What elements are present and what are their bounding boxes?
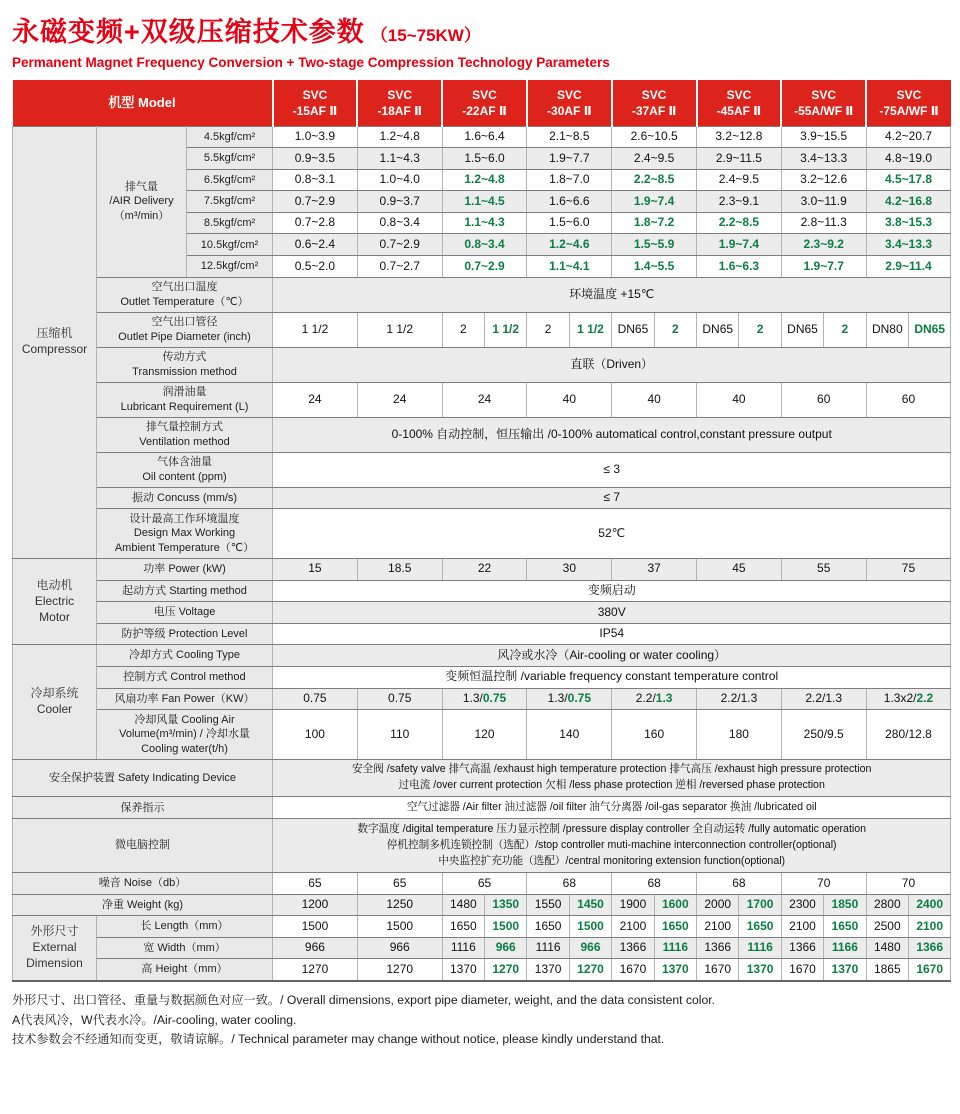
merged-value-cell: ≤ 3 (273, 452, 951, 487)
row-label: 高 Height（mm） (97, 959, 273, 981)
row-label: 冷却方式 Cooling Type (97, 645, 273, 667)
section-group-label: 外形尺寸 External Dimension (13, 916, 97, 981)
data-cell: 2.3~9.1 (697, 191, 782, 213)
data-cell-aircooled: 1670 (697, 959, 739, 981)
data-cell: 2.1~8.5 (527, 126, 612, 148)
merged-value-cell: 环境温度 +15℃ (273, 277, 951, 312)
parameters-table (12, 80, 951, 982)
row-label: 控制方式 Control method (97, 666, 273, 688)
data-cell-aircooled: 1370 (527, 959, 569, 981)
data-cell-aircooled: 2500 (866, 916, 908, 938)
data-cell: 1.1~4.1 (527, 256, 612, 278)
merged-value-cell: 380V (273, 602, 951, 624)
data-cell: 280/12.8 (866, 710, 951, 760)
merged-value-cell: 变频恒温控制 /variable frequency constant temperature control (273, 666, 951, 688)
table-row-height (13, 959, 951, 981)
data-cell: 40 (612, 382, 697, 417)
pressure-sublabel: 4.5kgf/cm² (187, 126, 273, 148)
data-cell: 1.5~5.9 (612, 234, 697, 256)
data-cell-watercooled: 1366 (908, 937, 950, 959)
model-header: SVC -22AF Ⅱ (442, 80, 527, 126)
data-cell-aircooled: 1480 (866, 937, 908, 959)
footnotes (12, 991, 950, 1050)
pressure-sublabel: 10.5kgf/cm² (187, 234, 273, 256)
data-cell-watercooled: 1500 (569, 916, 611, 938)
data-cell-watercooled: 1650 (654, 916, 696, 938)
data-cell: 4.2~16.8 (866, 191, 951, 213)
table-row-design-max-ambient-temperature (13, 509, 951, 559)
data-cell: 1.6~6.3 (697, 256, 782, 278)
data-cell: 0.5~2.0 (273, 256, 358, 278)
data-cell: 1.1~4.3 (357, 148, 442, 170)
data-cell: 3.2~12.8 (697, 126, 782, 148)
data-cell: 55 (781, 558, 866, 580)
data-cell: 68 (527, 873, 612, 895)
data-cell: 0.8~3.1 (273, 169, 358, 191)
data-cell-aircooled: 1670 (612, 959, 654, 981)
data-cell-watercooled: 1370 (654, 959, 696, 981)
data-cell-aircooled: 1900 (612, 894, 654, 916)
merged-value-cell: 0-100% 自动控制，恒压输出 /0-100% automatical control,constant pressure output (273, 417, 951, 452)
data-cell: 75 (866, 558, 951, 580)
row-label: 气体含油量 Oil content (ppm) (97, 452, 273, 487)
table-row-lubricant-requirement (13, 382, 951, 417)
model-header: SVC -75A/WF Ⅱ (866, 80, 951, 126)
data-cell: 2.4~9.5 (612, 148, 697, 170)
row-label: 净重 Weight (kg) (13, 894, 273, 916)
data-cell: 966 (357, 937, 442, 959)
footnote-color-legend: 外形尺寸、出口管径、重量与数据颜色对应一致。/ Overall dimensions, export pipe diameter, weight, and the data consistent color. (12, 993, 716, 1007)
header-row (13, 80, 951, 126)
data-cell: 1.0~3.9 (273, 126, 358, 148)
table-row-oil-content (13, 452, 951, 487)
data-cell-watercooled: 1116 (739, 937, 781, 959)
data-cell: 120 (442, 710, 527, 760)
data-cell-watercooled: 1270 (485, 959, 527, 981)
data-cell-mixed: 1.3/0.75 (442, 688, 527, 710)
data-cell: 1.6~6.6 (527, 191, 612, 213)
data-cell-aircooled: DN65 (612, 312, 654, 347)
data-cell-aircooled: DN65 (781, 312, 823, 347)
data-cell-watercooled: 1166 (824, 937, 866, 959)
data-cell: 24 (273, 382, 358, 417)
data-cell-mixed: 1.3x2/2.2 (866, 688, 951, 710)
data-cell: 2.2/1.3 (697, 688, 782, 710)
data-cell: 100 (273, 710, 358, 760)
data-cell-aircooled: 1865 (866, 959, 908, 981)
model-header: SVC -15AF Ⅱ (273, 80, 358, 126)
data-cell: 18.5 (357, 558, 442, 580)
data-cell: 15 (273, 558, 358, 580)
data-cell-mixed: 2.2/1.3 (612, 688, 697, 710)
model-header: SVC -55A/WF Ⅱ (781, 80, 866, 126)
data-cell: 1 1/2 (357, 312, 442, 347)
table-row-width (13, 937, 951, 959)
model-header: SVC -18AF Ⅱ (357, 80, 442, 126)
data-cell: 0.8~3.4 (357, 212, 442, 234)
data-cell: 68 (612, 873, 697, 895)
data-cell: 0.75 (357, 688, 442, 710)
row-label: 排气量 /AIR Delivery （m³/min） (97, 126, 187, 277)
data-cell-aircooled: DN65 (697, 312, 739, 347)
data-cell: 1.9~7.7 (527, 148, 612, 170)
data-cell: 110 (357, 710, 442, 760)
data-cell: 1.8~7.0 (527, 169, 612, 191)
data-cell: 1 1/2 (273, 312, 358, 347)
model-header: SVC -37AF Ⅱ (612, 80, 697, 126)
table-row-safety-indicating-device (13, 759, 951, 797)
data-cell: 4.8~19.0 (866, 148, 951, 170)
data-cell: 0.7~2.9 (273, 191, 358, 213)
row-label: 设计最高工作环境温度 Design Max Working Ambient Temperature（℃） (97, 509, 273, 559)
data-cell-watercooled: 1270 (569, 959, 611, 981)
data-cell: 0.7~2.9 (442, 256, 527, 278)
data-cell: 1.8~7.2 (612, 212, 697, 234)
row-label: 保养指示 (13, 797, 273, 819)
data-cell: 1.2~4.8 (357, 126, 442, 148)
data-cell: 60 (781, 382, 866, 417)
data-cell-mixed: 1.3/0.75 (527, 688, 612, 710)
table-row-concuss (13, 487, 951, 509)
data-cell-watercooled: 2 (824, 312, 866, 347)
row-label: 电压 Voltage (97, 602, 273, 624)
pressure-sublabel: 6.5kgf/cm² (187, 169, 273, 191)
model-column-header: 机型 Model (13, 80, 273, 126)
data-cell-aircooled: 1650 (527, 916, 569, 938)
row-label: 润滑油量 Lubricant Requirement (L) (97, 382, 273, 417)
data-cell-aircooled: 1550 (527, 894, 569, 916)
merged-value-cell: ≤ 7 (273, 487, 951, 509)
data-cell-aircooled: 1480 (442, 894, 484, 916)
data-cell: 250/9.5 (781, 710, 866, 760)
data-cell: 0.7~2.9 (357, 234, 442, 256)
table-row-air-delivery-4.5 (13, 126, 951, 148)
data-cell: 966 (273, 937, 358, 959)
data-cell: 2.9~11.5 (697, 148, 782, 170)
data-cell: 3.4~13.3 (781, 148, 866, 170)
data-cell: 140 (527, 710, 612, 760)
data-cell-aircooled: 2800 (866, 894, 908, 916)
data-cell-watercooled: 1370 (824, 959, 866, 981)
data-cell: 2.8~11.3 (781, 212, 866, 234)
footnote-cooling-legend: A代表风冷，W代表水冷。/Air-cooling, water cooling. (12, 1012, 297, 1027)
model-header: SVC -45AF Ⅱ (697, 80, 782, 126)
data-cell: 1.6~6.4 (442, 126, 527, 148)
merged-value-cell: 直联（Driven） (273, 347, 951, 382)
data-cell-watercooled: 2 (654, 312, 696, 347)
row-label: 微电脑控制 (13, 819, 273, 873)
data-cell-aircooled: 1650 (442, 916, 484, 938)
data-cell: 30 (527, 558, 612, 580)
data-cell: 70 (781, 873, 866, 895)
data-cell-watercooled: 2100 (908, 916, 950, 938)
data-cell: 1500 (357, 916, 442, 938)
data-cell: 1.9~7.4 (612, 191, 697, 213)
data-cell-aircooled: 1670 (781, 959, 823, 981)
table-row-voltage (13, 602, 951, 624)
row-label: 传动方式 Transmission method (97, 347, 273, 382)
row-label: 噪音 Noise（db） (13, 873, 273, 895)
data-cell-watercooled: 1450 (569, 894, 611, 916)
row-label: 空气出口温度 Outlet Temperature（℃） (97, 277, 273, 312)
data-cell: 0.7~2.7 (357, 256, 442, 278)
table-row-motor-power (13, 558, 951, 580)
data-cell: 3.9~15.5 (781, 126, 866, 148)
merged-value-cell: 安全阀 /safety valve 排气高温 /exhaust high temperature protection 排气高压 /exhaust high pressure protection 过电流 /over current protection 欠相 /less phase protection 逆相 /reversed phase protection (273, 759, 951, 797)
data-cell: 3.4~13.3 (866, 234, 951, 256)
table-row-fan-power (13, 688, 951, 710)
data-cell-aircooled: 1116 (442, 937, 484, 959)
data-cell: 70 (866, 873, 951, 895)
row-label: 宽 Width（mm） (97, 937, 273, 959)
data-cell-aircooled: 2100 (697, 916, 739, 938)
data-cell-aircooled: 2 (442, 312, 484, 347)
table-row-ventilation-method (13, 417, 951, 452)
data-cell: 65 (273, 873, 358, 895)
data-cell-watercooled: 1700 (739, 894, 781, 916)
data-cell-aircooled: 1366 (612, 937, 654, 959)
table-row-noise (13, 873, 951, 895)
data-cell: 160 (612, 710, 697, 760)
title-row (12, 10, 950, 49)
data-cell: 2.3~9.2 (781, 234, 866, 256)
pressure-sublabel: 12.5kgf/cm² (187, 256, 273, 278)
row-label: 振动 Concuss (mm/s) (97, 487, 273, 509)
data-cell-watercooled: 1350 (485, 894, 527, 916)
data-cell-aircooled: 2 (527, 312, 569, 347)
data-cell: 1.9~7.4 (697, 234, 782, 256)
data-cell: 2.2/1.3 (781, 688, 866, 710)
row-label: 安全保护装置 Safety Indicating Device (13, 759, 273, 797)
data-cell: 1.2~4.8 (442, 169, 527, 191)
merged-value-cell: 风冷或水冷（Air-cooling or water cooling） (273, 645, 951, 667)
data-cell: 3.2~12.6 (781, 169, 866, 191)
data-cell: 1500 (273, 916, 358, 938)
data-cell: 0.75 (273, 688, 358, 710)
row-label: 起动方式 Starting method (97, 580, 273, 602)
data-cell: 1.1~4.3 (442, 212, 527, 234)
data-cell-aircooled: 2100 (781, 916, 823, 938)
section-group-label: 冷却系统 Cooler (13, 645, 97, 759)
footnote-disclaimer: 技术参数会不经通知而变更，敬请谅解。/ Technical parameter may change without notice, please kindly understand that. (12, 1032, 665, 1047)
table-row-transmission-method (13, 347, 951, 382)
pressure-sublabel: 8.5kgf/cm² (187, 212, 273, 234)
section-group-label: 压缩机 Compressor (13, 126, 97, 558)
data-cell: 2.2~8.5 (697, 212, 782, 234)
data-cell-watercooled: 1650 (739, 916, 781, 938)
merged-value-cell: 52℃ (273, 509, 951, 559)
table-row-cooling-air-volume (13, 710, 951, 760)
data-cell-watercooled: 2 (739, 312, 781, 347)
data-cell-aircooled: 2000 (697, 894, 739, 916)
data-cell: 1270 (357, 959, 442, 981)
data-cell-watercooled: 1600 (654, 894, 696, 916)
row-label: 空气出口管径 Outlet Pipe Diameter (inch) (97, 312, 273, 347)
data-cell-aircooled: 1116 (527, 937, 569, 959)
data-cell: 3.8~15.3 (866, 212, 951, 234)
data-cell: 24 (442, 382, 527, 417)
model-header: SVC -30AF Ⅱ (527, 80, 612, 126)
data-cell: 1.0~4.0 (357, 169, 442, 191)
data-cell: 2.6~10.5 (612, 126, 697, 148)
data-cell: 40 (697, 382, 782, 417)
table-row-length (13, 916, 951, 938)
merged-value-cell: 数字温度 /digital temperature 压力显示控制 /pressure display controller 全自动运转 /fully automatic operation 停机控制多机连锁控制（选配）/stop controller muti-machine interconnection controller(optional) 中央监控扩充功能（选配）/central monitoring extension function(optional) (273, 819, 951, 873)
data-cell-watercooled: 1670 (908, 959, 950, 981)
table-row-protection-level (13, 623, 951, 645)
page-title-range: （15~75KW） (370, 26, 481, 45)
data-cell: 180 (697, 710, 782, 760)
data-cell-watercooled: 1370 (739, 959, 781, 981)
data-cell-watercooled: 966 (569, 937, 611, 959)
table-header (13, 80, 951, 126)
table-row-weight (13, 894, 951, 916)
data-cell: 68 (697, 873, 782, 895)
page-subtitle: Permanent Magnet Frequency Conversion + Two-stage Compression Technology Parameters (12, 55, 610, 70)
data-cell: 0.9~3.5 (273, 148, 358, 170)
pressure-sublabel: 7.5kgf/cm² (187, 191, 273, 213)
section-group-label: 电动机 Electric Motor (13, 558, 97, 644)
data-cell: 0.8~3.4 (442, 234, 527, 256)
data-cell: 1200 (273, 894, 358, 916)
data-cell: 1.9~7.7 (781, 256, 866, 278)
data-cell: 2.4~9.5 (697, 169, 782, 191)
data-cell-watercooled: 966 (485, 937, 527, 959)
merged-value-cell: 空气过滤器 /Air filter 油过滤器 /oil filter 油气分离器 /oil-gas separator 换油 /lubricated oil (273, 797, 951, 819)
data-cell: 40 (527, 382, 612, 417)
data-cell: 1.2~4.6 (527, 234, 612, 256)
data-cell: 1.1~4.5 (442, 191, 527, 213)
row-label: 功率 Power (kW) (97, 558, 273, 580)
data-cell-watercooled: 1 1/2 (485, 312, 527, 347)
page-title: 永磁变频+双级压缩技术参数 (12, 17, 365, 47)
table-row-cooling-type (13, 645, 951, 667)
data-cell-watercooled: 2400 (908, 894, 950, 916)
table-row-control-method (13, 666, 951, 688)
data-cell: 24 (357, 382, 442, 417)
data-cell: 2.2~8.5 (612, 169, 697, 191)
data-cell: 60 (866, 382, 951, 417)
data-cell: 1250 (357, 894, 442, 916)
data-cell: 0.9~3.7 (357, 191, 442, 213)
data-cell: 1.5~6.0 (527, 212, 612, 234)
data-cell: 3.0~11.9 (781, 191, 866, 213)
data-cell-watercooled: 1 1/2 (569, 312, 611, 347)
row-label: 冷却风量 Cooling Air Volume(m³/min) / 冷却水量 Cooling water(t/h) (97, 710, 273, 760)
table-row-starting-method (13, 580, 951, 602)
data-cell-watercooled: 1850 (824, 894, 866, 916)
data-cell-aircooled: 2300 (781, 894, 823, 916)
table-row-outlet-temperature (13, 277, 951, 312)
data-cell: 1.4~5.5 (612, 256, 697, 278)
data-cell: 37 (612, 558, 697, 580)
data-cell: 1.5~6.0 (442, 148, 527, 170)
data-cell: 0.6~2.4 (273, 234, 358, 256)
table-body (13, 126, 951, 981)
data-cell: 65 (357, 873, 442, 895)
data-cell-watercooled: 1116 (654, 937, 696, 959)
row-label: 防护等级 Protection Level (97, 623, 273, 645)
data-cell-aircooled: 1370 (442, 959, 484, 981)
data-cell: 1270 (273, 959, 358, 981)
data-cell-aircooled: 1366 (697, 937, 739, 959)
merged-value-cell: IP54 (273, 623, 951, 645)
merged-value-cell: 变频启动 (273, 580, 951, 602)
data-cell-watercooled: 1500 (485, 916, 527, 938)
data-cell: 4.5~17.8 (866, 169, 951, 191)
table-row-outlet-pipe-diameter (13, 312, 951, 347)
data-cell: 0.7~2.8 (273, 212, 358, 234)
data-cell-aircooled: 2100 (612, 916, 654, 938)
data-cell: 2.9~11.4 (866, 256, 951, 278)
table-row-microcomputer-control (13, 819, 951, 873)
row-label: 排气量控制方式 Ventilation method (97, 417, 273, 452)
data-cell: 65 (442, 873, 527, 895)
data-cell-watercooled: DN65 (908, 312, 950, 347)
row-label: 风扇功率 Fan Power（KW） (97, 688, 273, 710)
data-cell-aircooled: DN80 (866, 312, 908, 347)
data-cell: 4.2~20.7 (866, 126, 951, 148)
data-cell: 45 (697, 558, 782, 580)
row-label: 长 Length（mm） (97, 916, 273, 938)
pressure-sublabel: 5.5kgf/cm² (187, 148, 273, 170)
data-cell-aircooled: 1366 (781, 937, 823, 959)
data-cell-watercooled: 1650 (824, 916, 866, 938)
data-cell: 22 (442, 558, 527, 580)
table-row-maintenance-indication (13, 797, 951, 819)
